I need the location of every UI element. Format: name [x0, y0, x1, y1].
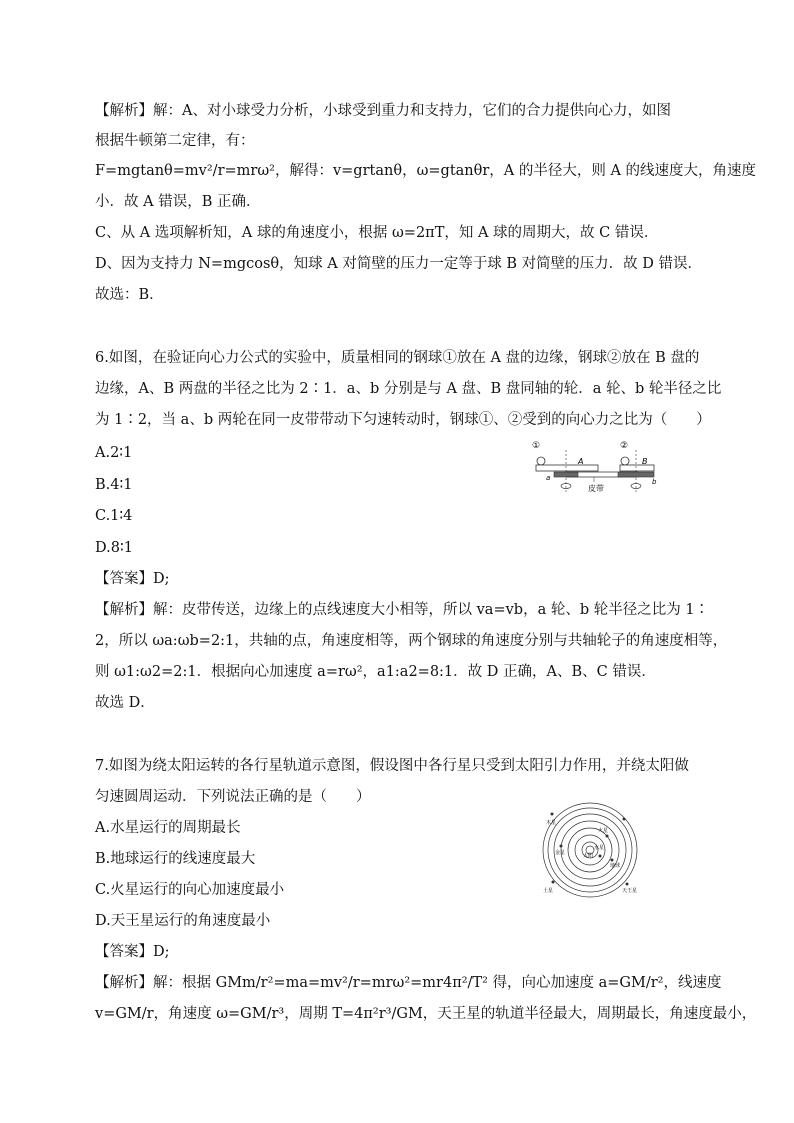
q6-belt-disk-figure: [528, 436, 658, 498]
ball-2: [621, 457, 629, 465]
q7-option-c: C.火星运行的向心加速度最小: [95, 882, 285, 898]
q6-option-d: D.8∶1: [95, 540, 133, 556]
q6-explanation-line: 2，所以 ωa:ωb=2:1，共轴的点，角速度相等，两个钢球的角速度分别与共轴轮子的角速度相等，: [95, 633, 728, 649]
belt-label: 皮带: [588, 484, 604, 493]
sun-label: 太阳: [583, 853, 594, 859]
q7-stem-line: 7.如图为绕太阳运转的各行星轨道示意图，假设图中各行星只受到太阳引力作用，并绕太阳做: [95, 758, 689, 774]
q5-explanation-line: F=mgtanθ=mv²/r=mrω²，解得：v=grtanθ，ω=gtanθr，A 的半径大，则 A 的线速度大，角速度: [95, 163, 757, 179]
q5-explanation-line: 小．故 A 错误，B 正确．: [95, 194, 261, 210]
ball-2-label: ②: [620, 441, 629, 451]
wheel-a: [554, 472, 578, 477]
q7-orbit-figure: [528, 802, 652, 898]
disk-a-label: A: [578, 457, 584, 466]
q6-option-a: A.2∶1: [95, 445, 133, 461]
q7-answer: 【答案】D;: [95, 944, 170, 960]
q6-explanation-line: 故选 D．: [95, 695, 155, 711]
planet-dot: [626, 883, 629, 886]
q6-option-c: C.1∶4: [95, 508, 133, 524]
planet-label-mars: 火星: [598, 828, 609, 834]
q7-explanation-line: 【解析】解：根据 GMm/r²=ma=mv²/r=mrω²=mr4π²/T² 得，向心加速度 a=GM/r²，线速度: [95, 975, 722, 991]
q7-option-d: D.天王星运行的角速度最小: [95, 913, 271, 929]
planet-dot: [560, 845, 563, 848]
q6-answer: 【答案】D;: [95, 571, 170, 587]
wheel-a-label: a: [546, 474, 551, 482]
planet-dot: [551, 813, 554, 816]
planet-dot: [623, 818, 626, 821]
disk-b: [620, 465, 654, 471]
ball-1: [537, 457, 545, 465]
planet-label-earth: 地球: [610, 863, 621, 869]
wheel-b: [618, 472, 654, 477]
q5-explanation-line: C、从 A 选项解析知，A 球的角速度小，根据 ω=2πT，知 A 球的周期大，故 C 错误．: [95, 225, 659, 241]
wheel-b-label: b: [652, 478, 657, 486]
q7-option-a: A.水星运行的周期最长: [95, 820, 241, 836]
q7-stem-line: 匀速圆周运动．下列说法正确的是（ ）: [95, 789, 371, 805]
q6-explanation-line: 则 ω1:ω2=2:1．根据向心加速度 a=rω²，a1:a2=8:1．故 D 正确，A、B、C 错误．: [95, 664, 656, 680]
q5-explanation-line: 【解析】解：A、对小球受力分析，小球受到重力和支持力，它们的合力提供向心力，如图: [95, 103, 671, 119]
planet-label-uranus: 天王星: [622, 888, 638, 894]
q7-explanation-line: v=GM/r，角速度 ω=GM/r³，周期 T=4π²r³/GM，天王星的轨道半径最大，周期最长，角速度最小，: [95, 1006, 757, 1022]
planet-label-venus: 金星: [555, 850, 566, 856]
q5-explanation-line: 根据牛顿第二定律，有：: [95, 133, 255, 149]
q7-option-b: B.地球运行的线速度最大: [95, 851, 256, 867]
ball-1-label: ①: [532, 441, 541, 451]
planet-dot: [606, 835, 609, 838]
q5-explanation-line: 故选：B．: [95, 287, 164, 303]
disk-b-label: B: [642, 457, 648, 466]
q6-explanation-line: 【解析】解：皮带传送，边缘上的点线速度大小相等，所以 va=vb，a 轮、b 轮半径之比为 1∶: [95, 602, 710, 618]
q6-stem-line: 6.如图，在验证向心力公式的实验中，质量相同的钢球①放在 A 盘的边缘，钢球②放在 B 盘的: [95, 350, 700, 366]
planet-dot: [611, 859, 614, 862]
q6-stem-line: 为 1∶2，当 a、b 两轮在同一皮带带动下匀速转动时，钢球①、②受到的向心力之比为（ ）: [95, 412, 711, 428]
planet-dot: [599, 855, 602, 858]
planet-label-jupiter: 木星: [546, 820, 557, 826]
planet-label-saturn: 土星: [543, 888, 554, 894]
planet-dot: [552, 881, 555, 884]
q6-stem-line: 边缘，A、B 两盘的半径之比为 2∶1．a、b 分别是与 A 盘、B 盘同轴的轮．a 轮、b 轮半径之比: [95, 381, 722, 397]
q5-explanation-line: D、因为支持力 N=mgcosθ，知球 A 对简壁的压力一定等于球 B 对简壁的压力．故 D 错误．: [95, 256, 703, 272]
q6-option-b: B.4∶1: [95, 477, 133, 493]
planet-label-mercury: 水星: [594, 845, 605, 851]
disk-a: [536, 465, 598, 471]
